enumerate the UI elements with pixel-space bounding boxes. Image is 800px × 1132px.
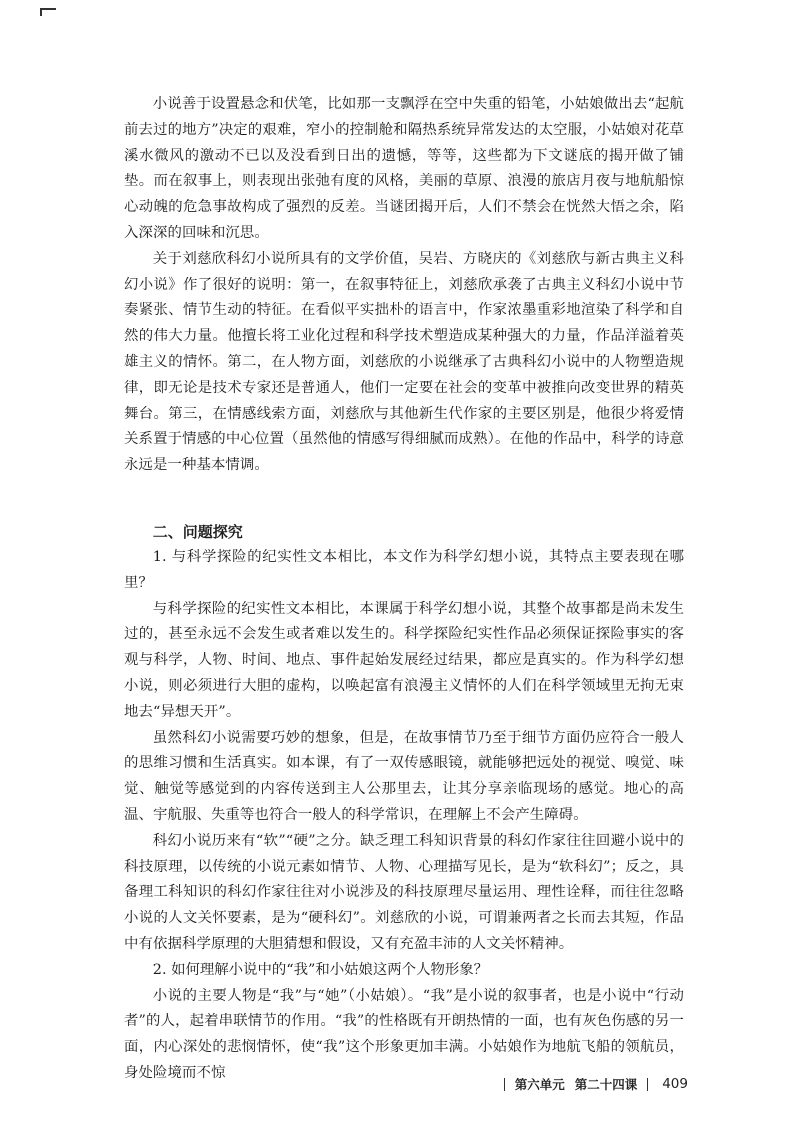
section-heading: 二、问题探究 (152, 522, 243, 541)
page-body (124, 92, 684, 1087)
footer-unit: 第六单元 (514, 1077, 565, 1092)
footer-separator-left (504, 1078, 505, 1091)
footer-lesson: 第二十四课 (574, 1077, 638, 1092)
page-footer (504, 1075, 688, 1093)
question-1: 1. 与科学探险的纪实性文本相比，本文作为科学幻想小说，其特点主要表现在哪里？ (124, 548, 684, 591)
question-2: 2. 如何理解小说中的“我”和小姑娘这两个人物形象？ (152, 961, 489, 978)
answer-1-paragraph-1: 与科学探险的纪实性文本相比，本课属于科学幻想小说，其整个故事都是尚未发生过的，甚至永远不会发生或者难以发生的。科学探险纪实性作品必须保证探险事实的客观与科学，人物、时间、地点、事件起始发展经过结果，都应是真实的。作为科学幻想小说，则必须进行大胆的虚构，以唤起富有浪漫主义情怀的人们在科学领域里无拘无束地去“异想天开”。 (124, 600, 684, 720)
answer-1-paragraph-2: 虽然科幻小说需要巧妙的想象，但是，在故事情节乃至于细节方面仍应符合一般人的思维习惯和生活真实。如本课，有了一双传感眼镜，就能够把远处的视觉、嗅觉、味觉、触觉等感觉到的内容传送到主人公那里去，让其分享亲临现场的感觉。地心的高温、宇航服、失重等也符合一般人的科学常识，在理解上不会产生障碍。 (124, 729, 684, 823)
paragraph-suspense: 小说善于设置悬念和伏笔，比如那一支飘浮在空中失重的铅笔，小姑娘做出去“起航前去过的地方”决定的艰难，窄小的控制舱和隔热系统异常发达的太空服，小姑娘对花草溪水微风的激动不已以及没看到日出的遗憾，等等，这些都为下文谜底的揭开做了铺垫。而在叙事上，则表现出张弛有度的风格，美丽的草原、浪漫的旅店月夜与地航船惊心动魄的危急事故构成了强烈的反差。当谜团揭开后，人们不禁会在恍然大悟之余，陷入深深的回味和沉思。 (124, 96, 684, 241)
answer-2-paragraph-1: 小说的主要人物是“我”与“她”（小姑娘）。“我”是小说的叙事者，也是小说中“行动者”的人，起着串联情节的作用。“我”的性格既有开朗热情的一面，也有灰色伤感的另一面，内心深处的悲悯情怀，使“我”这个形象更加丰满。小姑娘作为地航飞船的领航员，身处险境而不惊 (124, 987, 684, 1081)
footer-separator-right (647, 1078, 648, 1091)
answer-1-paragraph-3: 科幻小说历来有“软”“硬”之分。缺乏理工科知识背景的科幻作家往往回避小说中的科技原理，以传统的小说元素如情节、人物、心理描写见长，是为“软科幻”；反之，具备理工科知识的科幻作家往往对小说涉及的科技原理尽量运用、理性诠释，而往往忽略小说的人文关怀要素，是为“硬科幻”。刘慈欣的小说，可谓兼两者之长而去其短，作品中有依据科学原理的大胆猜想和假设，又有充盈丰沛的人文关怀精神。 (124, 832, 684, 952)
paragraph-literary-value: 关于刘慈欣科幻小说所具有的文学价值，吴岩、方晓庆的《刘慈欣与新古典主义科幻小说》作了很好的说明：第一，在叙事特征上，刘慈欣承袭了古典主义科幻小说中节奏紧张、情节生动的特征。在看似平实拙朴的语言中，作家浓墨重彩地渲染了科学和自然的伟大力量。他擅长将工业化过程和科学技术塑造成某种强大的力量，作品洋溢着英雄主义的情怀。第二，在人物方面，刘慈欣的小说继承了古典科幻小说中的人物塑造规律，即无论是技术专家还是普通人，他们一定要在社会的变革中被推向改变世界的精英舞台。第三，在情感线索方面，刘慈欣与其他新生代作家的主要区别是，他很少将爱情关系置于情感的中心位置（虽然他的情感写得细腻而成熟）。在他的作品中，科学的诗意永远是一种基本情调。 (124, 250, 684, 474)
page-number: 409 (662, 1076, 688, 1092)
corner-crop-mark (40, 8, 56, 16)
